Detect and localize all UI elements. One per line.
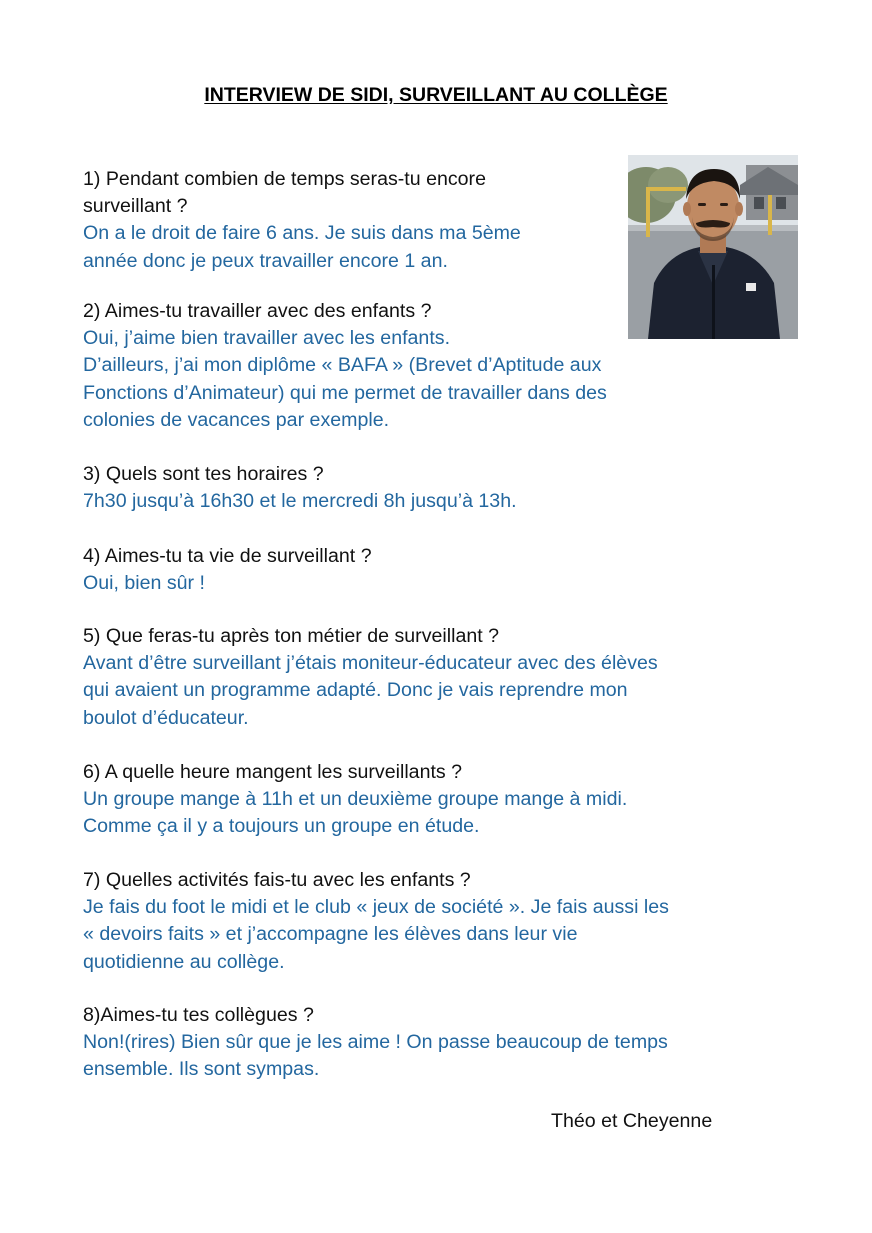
author-signature: Théo et Cheyenne [551, 1110, 713, 1132]
question-text: 4) Aimes-tu ta vie de surveillant ? [83, 545, 372, 567]
question-text: 2) Aimes-tu travailler avec des enfants ? [83, 300, 432, 322]
question-text: 5) Que feras-tu après ton métier de surveillant ? [83, 625, 500, 647]
qa-block-7 [83, 867, 669, 976]
answer-text: Un groupe mange à 11h et un deuxième groupe mange à midi. Comme ça il y a toujours un groupe en étude. [83, 788, 628, 838]
question-text: 8)Aimes-tu tes collègues ? [83, 1004, 314, 1026]
answer-text: Non!(rires) Bien sûr que je les aime ! On passe beaucoup de temps ensemble. Ils sont sympas. [83, 1031, 668, 1081]
question-text: 6) A quelle heure mangent les surveillants ? [83, 761, 463, 783]
qa-block-3 [83, 461, 517, 515]
question-text: 3) Quels sont tes horaires ? [83, 463, 324, 485]
qa-block-5 [83, 623, 658, 732]
question-text: 7) Quelles activités fais-tu avec les enfants ? [83, 869, 471, 891]
qa-block-1 [83, 166, 521, 275]
qa-block-8 [83, 1002, 668, 1084]
answer-text: Avant d’être surveillant j’étais moniteur-éducateur avec des élèves qui avaient un programme adapté. Donc je vais reprendre mon boulot d’éducateur. [83, 652, 658, 729]
qa-block-4 [83, 543, 372, 597]
answer-text: Oui, j’aime bien travailler avec les enfants. D’ailleurs, j’ai mon diplôme « BAFA » (Brevet d’Aptitude aux Fonctions d’Animateur) qui me permet de travailler dans des colonies de vacances par exemple. [83, 327, 607, 431]
page-title: INTERVIEW DE SIDI, SURVEILLANT AU COLLÈGE [204, 84, 668, 106]
interviewee-photo [628, 155, 798, 339]
question-text: 1) Pendant combien de temps seras-tu encore surveillant ? [83, 168, 486, 218]
answer-text: 7h30 jusqu’à 16h30 et le mercredi 8h jusqu’à 13h. [83, 490, 517, 513]
answer-text: On a le droit de faire 6 ans. Je suis dans ma 5ème année donc je peux travailler encore 1 an. [83, 222, 521, 272]
qa-block-2 [83, 298, 607, 434]
qa-block-6 [83, 759, 627, 841]
answer-text: Je fais du foot le midi et le club « jeux de société ». Je fais aussi les « devoirs faits » et j’accompagne les élèves dans leur vie quotidienne au collège. [83, 896, 669, 973]
answer-text: Oui, bien sûr ! [83, 572, 205, 595]
